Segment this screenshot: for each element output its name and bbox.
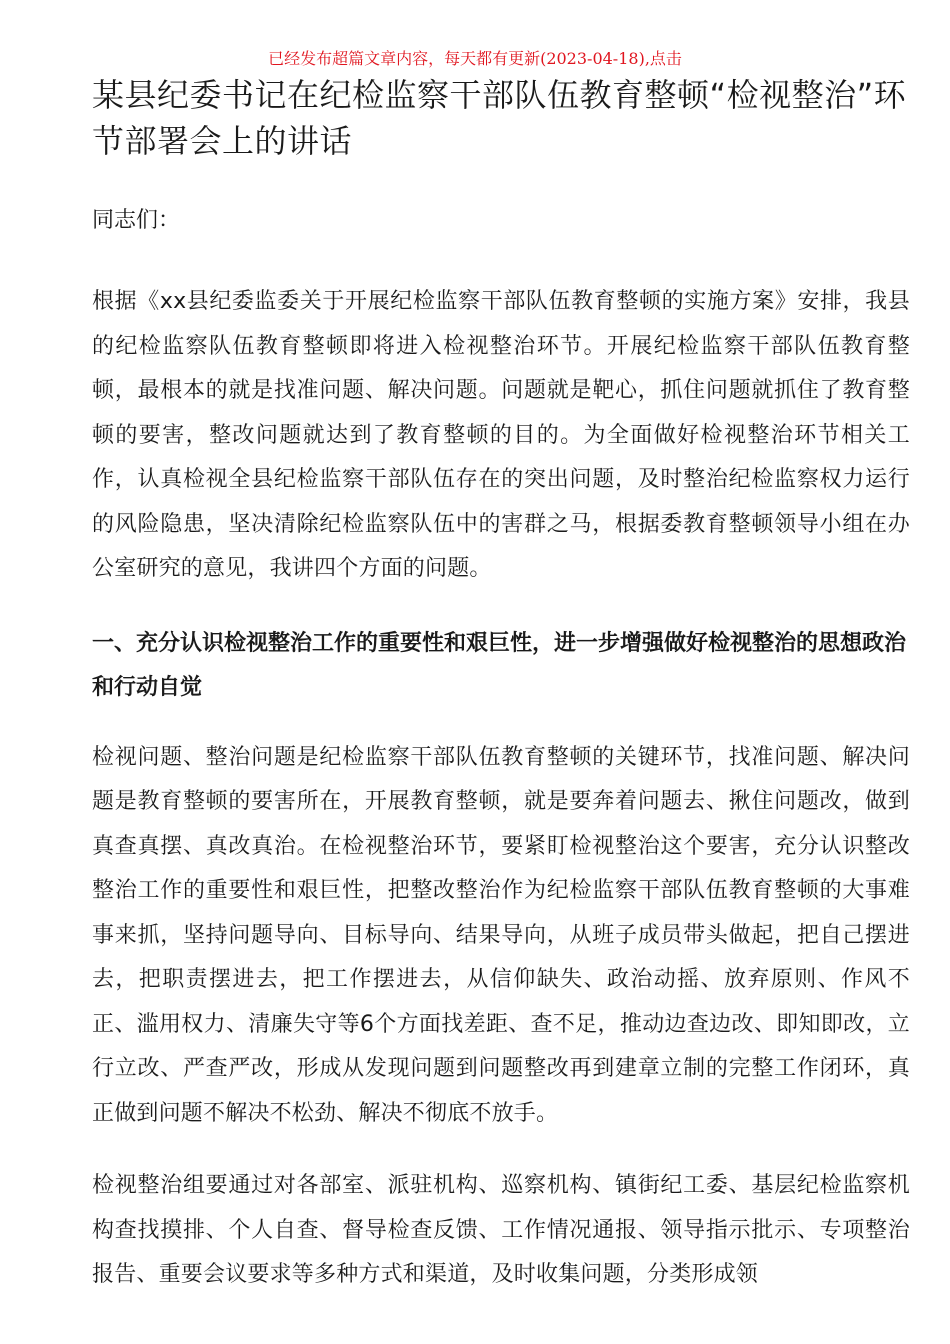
paragraph-3: 检视整治组要通过对各部室、派驻机构、巡察机构、镇街纪工委、基层纪检监察机构查找摸排、个人自查、督导检查反馈、工作情况通报、领导指示批示、专项整治报告、重要会议要求等多种方式和渠道，及时收集问题，分类形成领 — [92, 1173, 910, 1287]
top-banner-link[interactable]: 已经发布超篇文章内容，每天都有更新(2023-04-18),点击 — [268, 49, 682, 68]
document-title: 某县纪委书记在纪检监察干部队伍教育整顿“检视整治”环节部署会上的讲话 — [92, 76, 907, 160]
document-page — [92, 72, 910, 1298]
paragraph-1: 根据《xx县纪委监委关于开展纪检监察干部队伍教育整顿的实施方案》安排，我县的纪检监察队伍教育整顿即将进入检视整治环节。开展纪检监察干部队伍教育整顿，最根本的就是找准问题、解决问题。问题就是靶心，抓住问题就抓住了教育整顿的要害，整改问题就达到了教育整顿的目的。为全面做好检视整治环节相关工作，认真检视全县纪检监察干部队伍存在的突出问题，及时整治纪检监察权力运行的风险隐患，坚决清除纪检监察队伍中的害群之马，根据委教育整顿领导小组在办公室研究的意见，我讲四个方面的问题。 — [92, 289, 910, 581]
section-heading-1: 一、充分认识检视整治工作的重要性和艰巨性，进一步增强做好检视整治的思想政治和行动自觉 — [92, 630, 907, 700]
paragraph-2: 检视问题、整治问题是纪检监察干部队伍教育整顿的关键环节，找准问题、解决问题是教育整顿的要害所在，开展教育整顿，就是要奔着问题去、揪住问题改，做到真查真摆、真改真治。在检视整治环节，要紧盯检视整治这个要害，充分认识整改整治工作的重要性和艰巨性，把整改整治作为纪检监察干部队伍教育整顿的大事难事来抓，坚持问题导向、目标导向、结果导向，从班子成员带头做起，把自己摆进去，把职责摆进去，把工作摆进去，从信仰缺失、政治动摇、放弃原则、作风不正、滥用权力、清廉失守等6个方面找差距、查不足，推动边查边改、即知即改，立行立改、严查严改，形成从发现问题到问题整改再到建章立制的完整工作闭环，真正做到问题不解决不松劲、解决不彻底不放手。 — [92, 744, 910, 1126]
greeting: 同志们： — [92, 208, 181, 233]
